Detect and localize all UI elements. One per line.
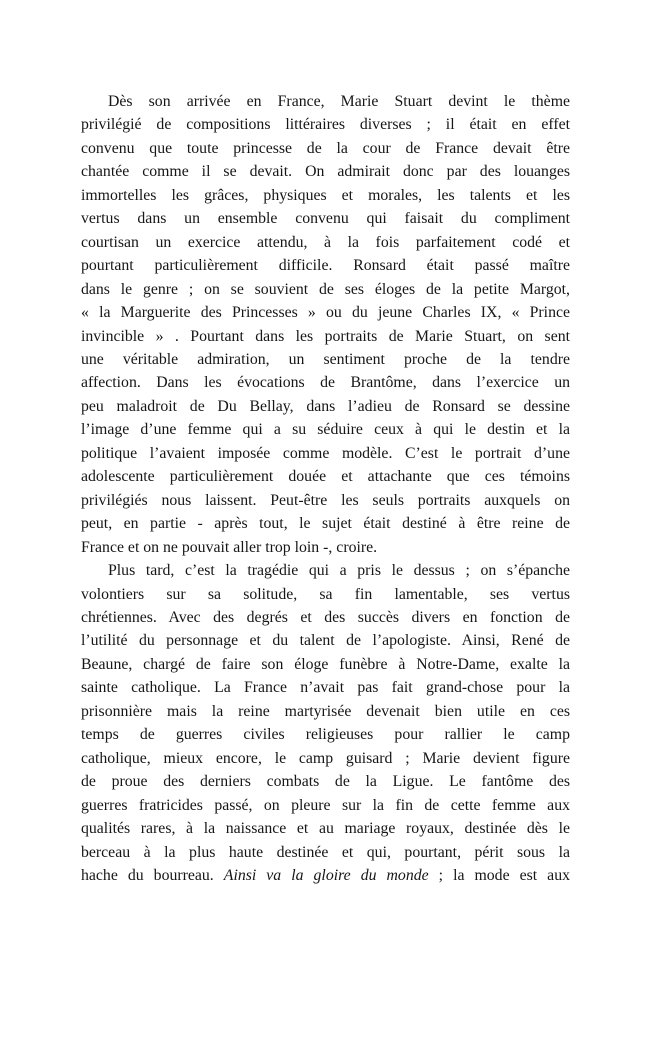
text-segment: l’image d’une femme qui a su séduire ceux à qui le destin et la bbox=[81, 421, 570, 439]
text-line bbox=[81, 254, 570, 277]
text-segment: hache du bourreau. bbox=[81, 866, 224, 884]
text-line bbox=[81, 301, 570, 324]
text-segment: Dès son arrivée en France, Marie Stuart devint le thème bbox=[108, 93, 570, 110]
text-line bbox=[81, 207, 570, 230]
text-line bbox=[81, 700, 570, 723]
text-segment: peut, en partie - après tout, le sujet était destiné à être reine de bbox=[81, 515, 570, 533]
text-segment: politique l’avaient imposée comme modèle. C’est le portrait d’une bbox=[81, 444, 570, 462]
text-segment: catholique, mieux encore, le camp guisard ; Marie devient figure bbox=[81, 749, 570, 767]
text-line bbox=[81, 794, 570, 817]
text-segment: volontiers sur sa solitude, sa fin lamentable, ses vertus bbox=[81, 585, 570, 603]
text-segment: l’utilité du personnage et du talent de l’apologiste. Ainsi, René de bbox=[81, 632, 570, 650]
text-segment: prisonnière mais la reine martyrisée devenait bien utile en ces bbox=[81, 702, 570, 720]
text-line bbox=[81, 676, 570, 699]
text-line bbox=[81, 160, 570, 183]
text-segment: convenu que toute princesse de la cour de France devait être bbox=[81, 139, 570, 157]
text-line bbox=[81, 489, 570, 512]
text-segment: sainte catholique. La France n’avait pas fait grand-chose pour la bbox=[81, 679, 570, 697]
text-line bbox=[81, 536, 570, 559]
text-segment: privilégiés nous laissent. Peut-être les seuls portraits auxquels on bbox=[81, 491, 570, 509]
text-segment: dans le genre ; on se souvient de ses éloges de la petite Margot, bbox=[81, 280, 570, 298]
text-line bbox=[81, 606, 570, 629]
text-segment: guerres fratricides passé, on pleure sur la fin de cette femme aux bbox=[81, 796, 570, 814]
text-line bbox=[81, 817, 570, 840]
paragraph bbox=[81, 559, 570, 887]
text-segment: peu maladroit de Du Bellay, dans l’adieu de Ronsard se dessine bbox=[81, 397, 570, 415]
text-segment: berceau à la plus haute destinée et qui, pourtant, périt sous la bbox=[81, 843, 570, 861]
text-line bbox=[81, 841, 570, 864]
text-segment: pourtant particulièrement difficile. Ronsard était passé maître bbox=[81, 257, 570, 275]
text-segment: chrétiennes. Avec des degrés et des succès divers en fonction de bbox=[81, 608, 570, 626]
text-line bbox=[81, 559, 570, 582]
text-line bbox=[81, 864, 570, 887]
text-line bbox=[81, 583, 570, 606]
text-line bbox=[81, 395, 570, 418]
text-segment: chantée comme il se devait. On admirait donc par des louanges bbox=[81, 163, 570, 181]
text-segment: de proue des derniers combats de la Ligue. Le fantôme des bbox=[81, 773, 570, 791]
text-segment: temps de guerres civiles religieuses pour rallier le camp bbox=[81, 726, 570, 744]
text-segment: vertus dans un ensemble convenu qui faisait du compliment bbox=[81, 210, 570, 228]
text-segment: qualités rares, à la naissance et au mariage royaux, destinée dès le bbox=[81, 820, 570, 838]
text-line bbox=[81, 629, 570, 652]
text-line bbox=[81, 371, 570, 394]
text-line bbox=[81, 442, 570, 465]
text-line bbox=[81, 231, 570, 254]
text-line bbox=[81, 770, 570, 793]
text-line bbox=[81, 512, 570, 535]
text-line bbox=[81, 747, 570, 770]
text-segment: « la Marguerite des Princesses » ou du jeune Charles IX, « Prince bbox=[81, 304, 570, 322]
text-line bbox=[81, 184, 570, 207]
text-line bbox=[81, 278, 570, 301]
text-line bbox=[81, 418, 570, 441]
text-block bbox=[81, 90, 570, 887]
text-segment: une véritable admiration, un sentiment proche de la tendre bbox=[81, 350, 570, 368]
text-segment: adolescente particulièrement douée et attachante que ces témoins bbox=[81, 468, 570, 486]
text-line bbox=[81, 325, 570, 348]
text-segment: Plus tard, c’est la tragédie qui a pris le dessus ; on s’épanche bbox=[108, 562, 570, 580]
text-segment: affection. Dans les évocations de Brantôme, dans l’exercice un bbox=[81, 374, 570, 392]
text-line bbox=[81, 90, 570, 113]
italic-phrase: Ainsi va la gloire du monde bbox=[223, 866, 429, 884]
text-line bbox=[81, 113, 570, 136]
text-segment: courtisan un exercice attendu, à la fois parfaitement codé et bbox=[81, 233, 570, 251]
text-line bbox=[81, 653, 570, 676]
text-segment: France et on ne pouvait aller trop loin -, croire. bbox=[81, 538, 378, 556]
text-line bbox=[81, 137, 570, 160]
text-segment: invincible » . Pourtant dans les portraits de Marie Stuart, on sent bbox=[81, 327, 570, 345]
text-line bbox=[81, 723, 570, 746]
text-segment: privilégié de compositions littéraires diverses ; il était en effet bbox=[81, 116, 570, 134]
text-line bbox=[81, 348, 570, 371]
paragraph bbox=[81, 90, 570, 559]
text-line bbox=[81, 465, 570, 488]
text-segment: Beaune, chargé de faire son éloge funèbre à Notre-Dame, exalte la bbox=[81, 655, 570, 673]
text-segment: immortelles les grâces, physiques et morales, les talents et les bbox=[81, 186, 570, 204]
text-segment: ; la mode est aux bbox=[428, 866, 570, 884]
